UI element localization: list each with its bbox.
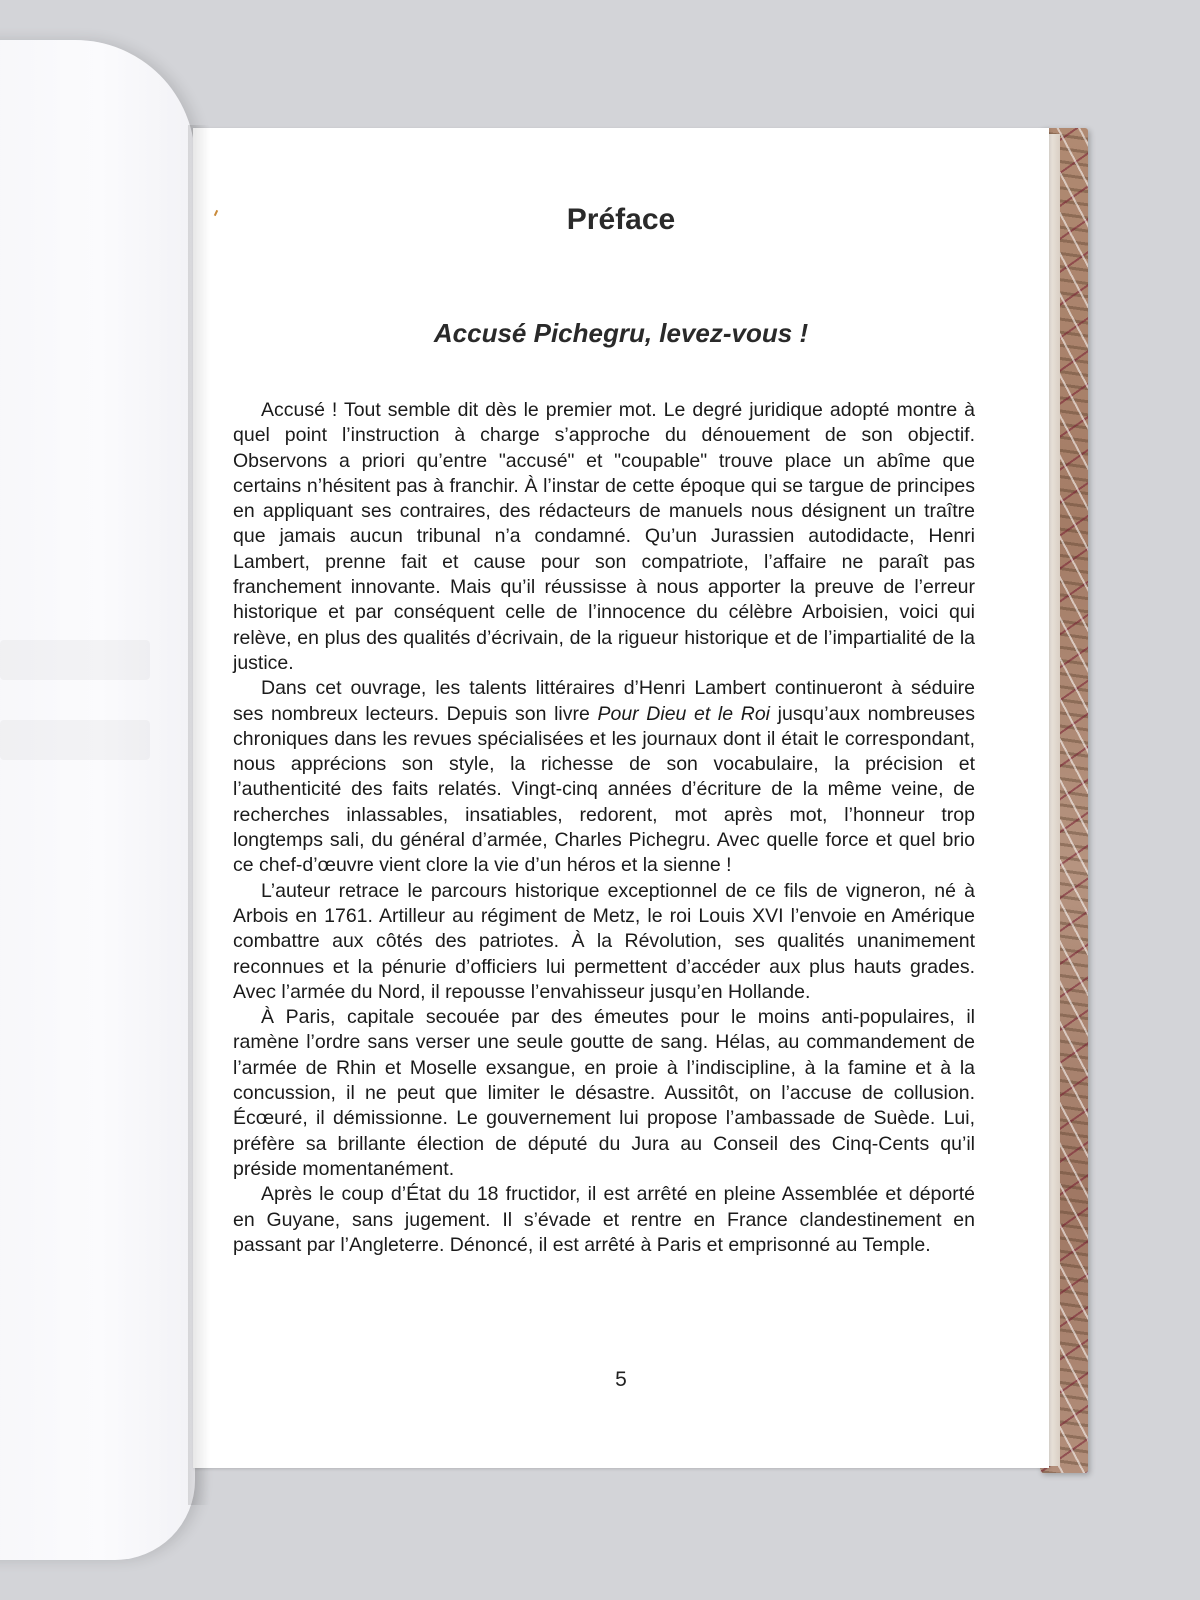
paragraph: Accusé ! Tout semble dit dès le premier mot. Le degré juridique adopté montre à quel point l’instruction à charge s’approche du dénouement de son objectif. Observons a priori qu’entre "accusé" et "coupable" trouve place un abîme que certains n’hésitent pas à franchir. À l’instar de cette époque qui se targue de principes en appliquant ses contraires, des rédacteurs de manuels nous désignent un traître que jamais aucun tribunal n’a condamné. Qu’un Jurassien autodidacte, Henri Lambert, prenne fait et cause pour son compatriote, l’affaire ne paraît pas franchement innovante. Mais qu’il réussisse à nous apporter la preuve de l’erreur historique et par conséquent celle de l’innocence du célèbre Arboisien, voici qui relève, en plus des qualités d’écrivain, de la rigueur historique et de l’impartialité de la justice. <box>233 399 975 674</box>
paragraph <box>233 676 975 878</box>
show-through-text <box>0 640 150 680</box>
page-title: Préface <box>566 203 676 236</box>
paragraph: L’auteur retrace le parcours historique exceptionnel de ce fils de vigneron, né à Arbois en 1761. Artilleur au régiment de Metz, le roi Louis XVI l’envoie en Amérique combattre aux côtés des patriotes. À la Révolution, ses qualités unanimement reconnues et la pénurie d’officiers lui permettent d’accéder aux plus hauts grades. Avec l’armée du Nord, il repousse l’envahisseur jusqu’en Hollande. <box>233 879 975 1003</box>
page-number: 5 <box>615 1368 627 1391</box>
paragraph: Après le coup d’État du 18 fructidor, il est arrêté en pleine Assemblée et déporté en Guyane, sans jugement. Il s’évade et rentre en France clandestinement en passant par l’Angleterre. Dénoncé, il est arrêté à Paris et emprisonné au Temple. <box>233 1183 975 1256</box>
paragraph-text: jusqu’aux nombreuses chroniques dans les revues spécialisées et les journaux dont il était le correspondant, nous apprécions son style, la richesse de son vocabulaire, la précision et l’authenticité des faits relatés. Vingt-cinq années d’écriture de la même veine, de recherches inlassables, insatiables, redorent, mot après mot, l’honneur trop longtemps sali, du général d’armée, Charles Pichegru. Avec quelle force et quel brio ce chef-d’œuvre vient clore la vie d’un héros et la sienne ! <box>233 702 975 877</box>
book-title: Pour Dieu et le Roi <box>597 702 771 725</box>
chapter-title: Accusé Pichegru, levez-vous ! <box>433 318 809 348</box>
book-page <box>193 128 1049 1468</box>
left-page <box>0 40 195 1560</box>
show-through-text <box>0 720 150 760</box>
body-text <box>233 398 975 1258</box>
paragraph: À Paris, capitale secouée par des émeutes pour le moins anti-populaires, il ramène l’ordre sans verser une seule goutte de sang. Hélas, au commandement de l’armée de Rhin et Moselle exsangue, en proie à l’indiscipline, à la famine et à la concussion, il ne peut que limiter le désastre. Aussitôt, on l’accuse de collusion. Écœuré, il démissionne. Le gouvernement lui propose l’ambassade de Suède. Lui, préfère sa brillante élection de député du Jura au Conseil des Cinq-Cents qu’il préside momentanément. <box>233 1006 975 1180</box>
gutter-shadow <box>188 125 210 1505</box>
paragraph-text: Dans cet ouvrage, les talents littéraires d’Henri Lambert continueront à séduire ses nombreux lecteurs. Depuis son livre <box>233 677 975 725</box>
cover-endpaper-edge <box>1048 134 1060 1466</box>
